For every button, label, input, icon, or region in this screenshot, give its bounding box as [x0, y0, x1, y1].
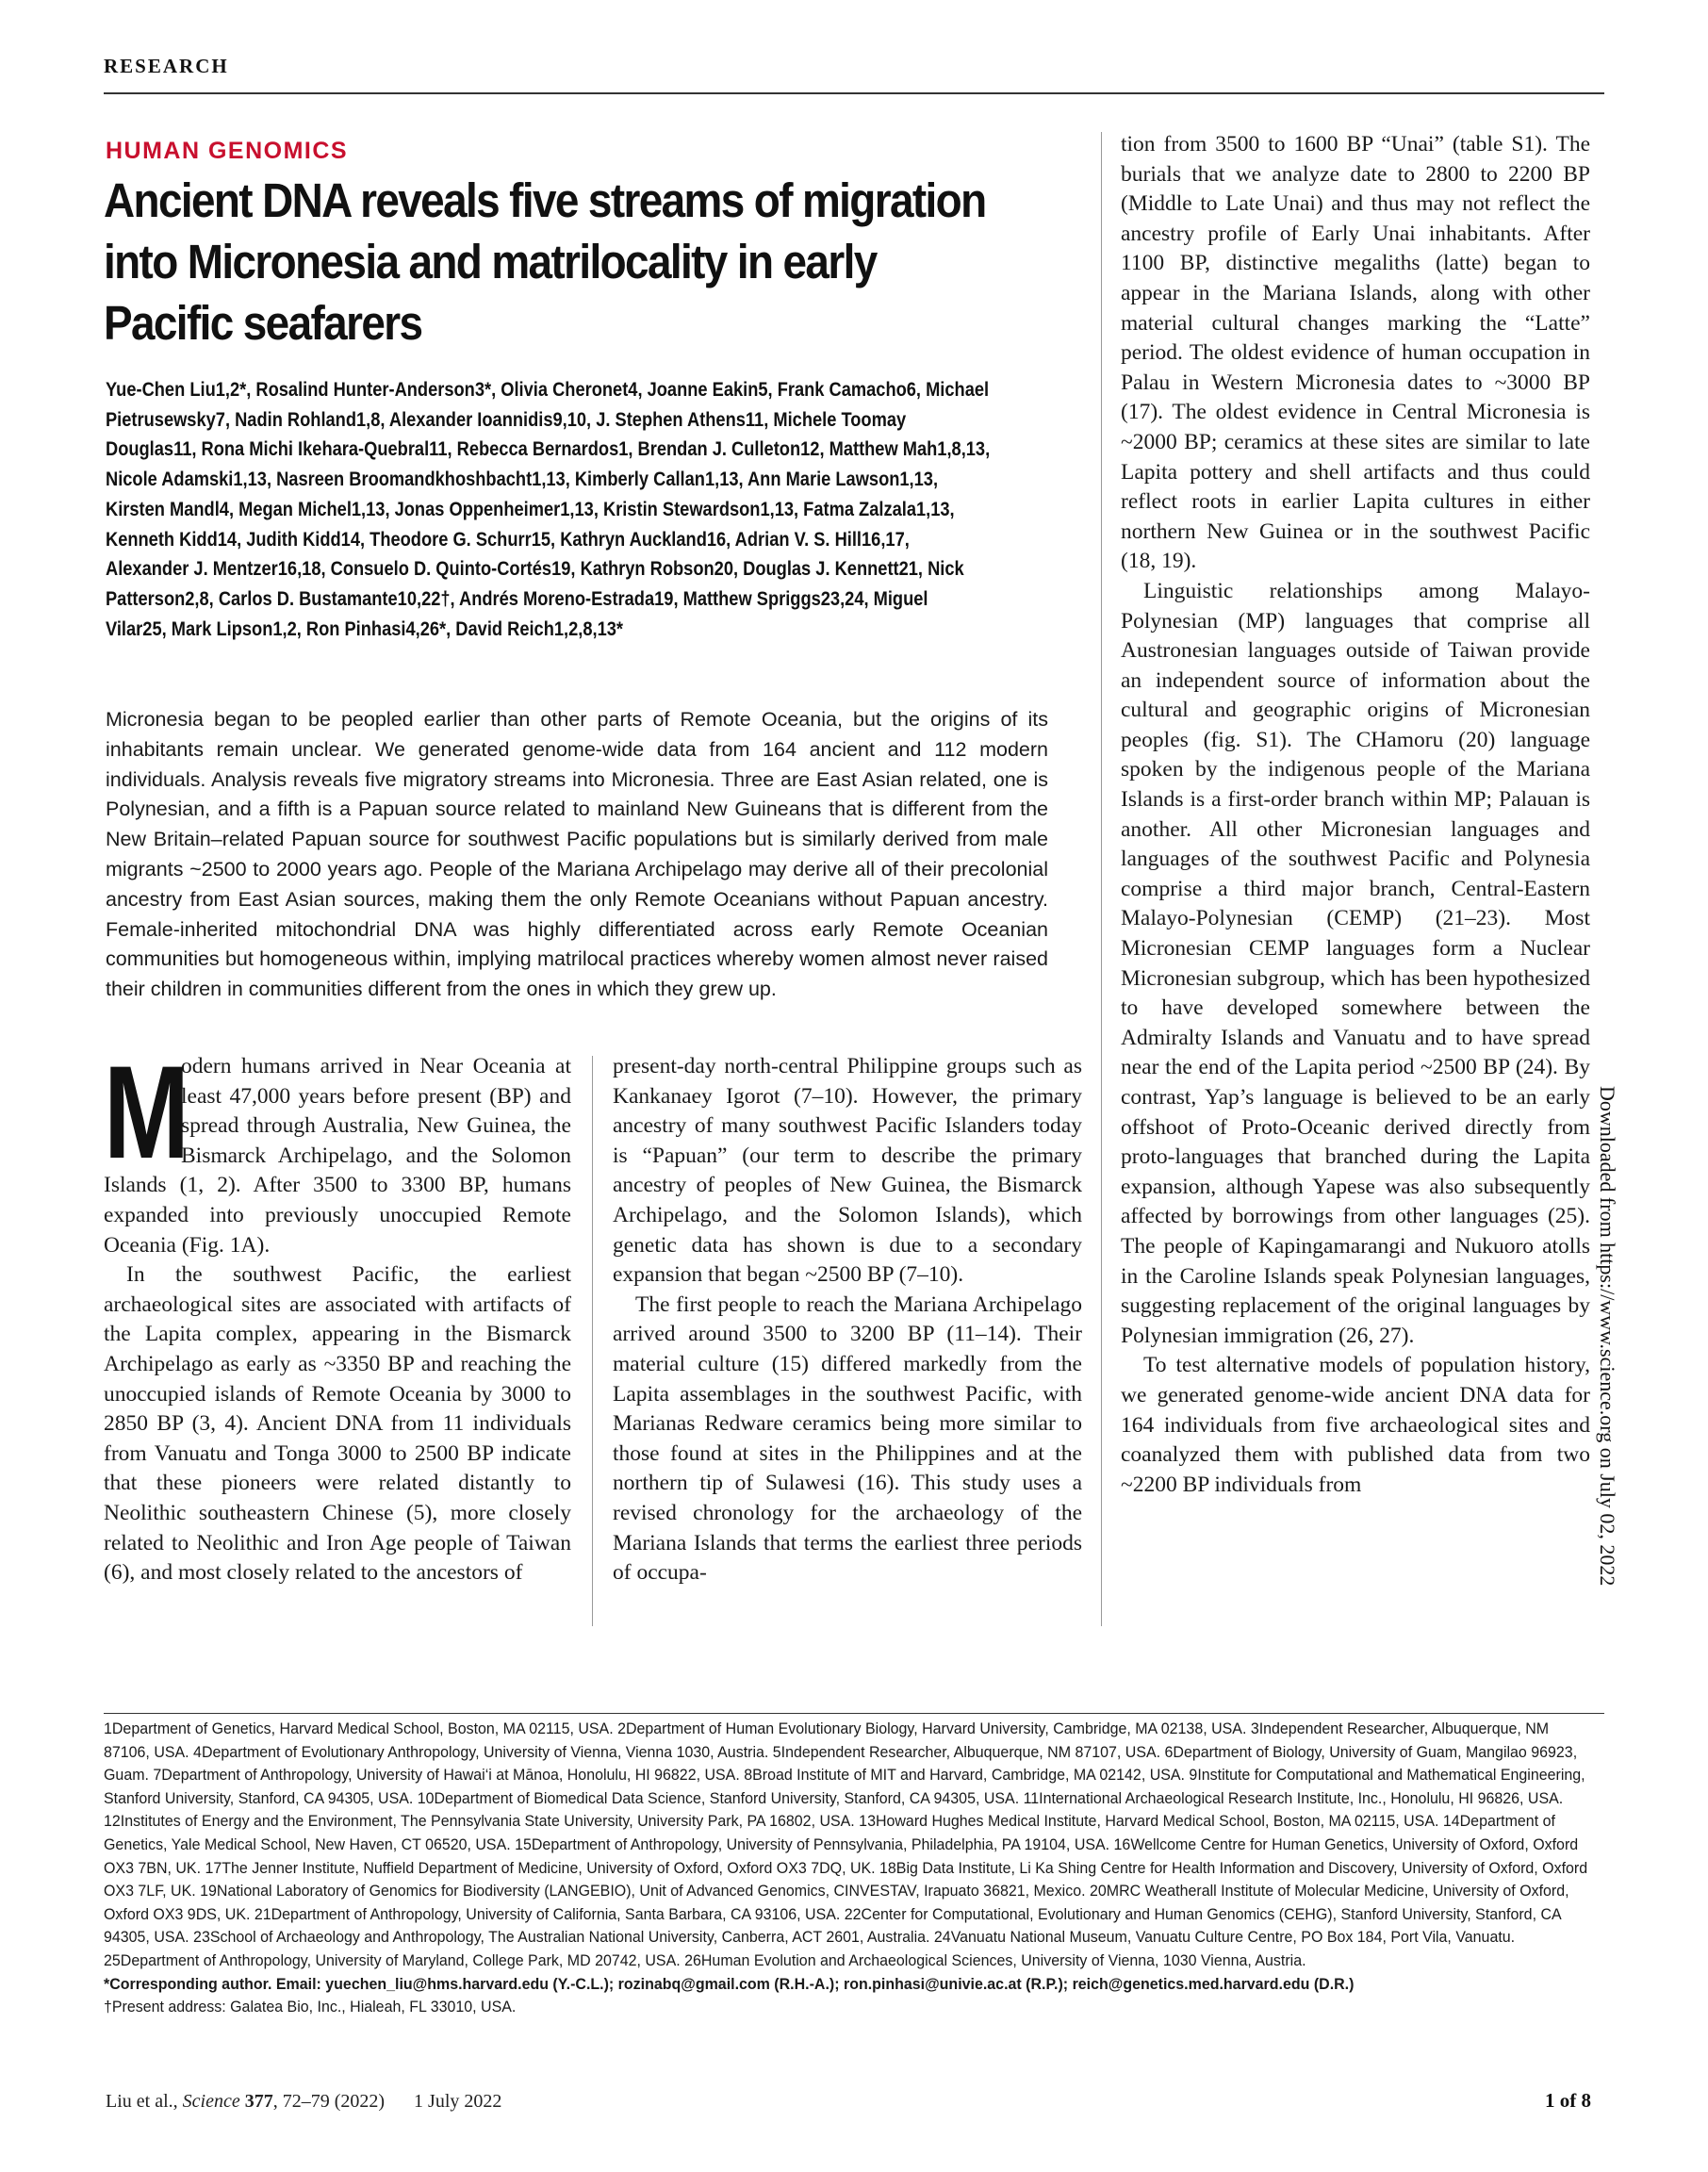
article-title: Ancient DNA reveals five streams of migration into Micronesia and matrilocality in early Pacific seafarers: [104, 173, 986, 350]
paragraph: present-day north-central Philippine groups such as Kankanaey Igorot (7–10). However, the primary ancestry of many southwest Pacific Islanders today is “Papuan” (our term to describe the primary ancestry of peoples of New Guinea, the Bismarck Archipelago, and the Solomon Islands), which genetic data has shown is due to a secondary expansion that began ~2500 BP (7–10).: [613, 1054, 1082, 1288]
column-divider: [592, 1056, 593, 1626]
paragraph: In the southwest Pacific, the earliest archaeological sites are associated with artifacts of the Lapita complex, appearing in the Bismarck Archipelago as early as ~3350 BP and reaching the unoccupied islands of Remote Oceania by 3000 to 2850 BP (3, 4). Ancient DNA from 11 individuals from Vanuatu and Tonga 3000 to 2500 BP indicate that these pioneers were related distantly to Neolithic southeastern Chinese (5), more closely related to Neolithic and Iron Age people of Taiwan (6), and most closely related to the ancestors of: [104, 1262, 571, 1586]
column-divider: [1101, 132, 1102, 1626]
page-number: 1 of 8: [1545, 2089, 1591, 2112]
paragraph: To test alternative models of population history, we generated genome-wide ancient DNA data for 164 individuals from five archaeological sites and coanalyzed them with published data from two ~2200 BP individuals from: [1121, 1353, 1590, 1497]
header-rule: [104, 92, 1604, 94]
body-column-2: [613, 1052, 1082, 1588]
footer-authors: Liu et al.,: [106, 2091, 178, 2112]
paragraph: The first people to reach the Mariana Archipelago arrived around 3500 to 3200 BP (11–14). Their material culture (15) differed markedly from the Lapita assemblages in the southwest Pacific, with Marianas Redware ceramics being more similar to those found at sites in the Philippines and at the northern tip of Sulawesi (16). This study uses a revised chronology for the archaeology of the Mariana Islands that terms the earliest three periods of occupa-: [613, 1292, 1082, 1586]
section-label: RESEARCH: [104, 55, 229, 77]
abstract: Micronesia began to be peopled earlier than other parts of Remote Oceania, but the origins of its inhabitants remain unclear. We generated genome-wide data from 164 ancient and 112 modern individuals. Analysis reveals five migratory streams into Micronesia. Three are East Asian related, one is Polynesian, and a fifth is a Papuan source related to mainland New Guineans that is different from the New Britain–related Papuan source for southwest Pacific populations but is similarly derived from male migrants ~2500 to 2000 years ago. People of the Mariana Archipelago may derive all of their precolonial ancestry from East Asian sources, making them the only Remote Oceanians without Papuan ancestry. Female-inherited mitochondrial DNA was highly differentiated across early Remote Oceanian communities but homogeneous within, implying matrilocal practices whereby women almost never raised their children in communities different from the ones in which they grew up.: [106, 708, 1048, 1001]
drop-cap: M: [104, 1038, 189, 1186]
affiliation-list: 1Department of Genetics, Harvard Medical School, Boston, MA 02115, USA. 2Department of Human Evolutionary Biology, Harvard University, Cambridge, MA 02138, USA. 3Independent Researcher, Albuquerque, NM 87106, USA. 4Department of Evolutionary Anthropology, University of Vienna, Vienna 1030, Austria. 5Independent Researcher, Albuquerque, NM 87107, USA. 6Department of Biology, University of Guam, Mangilao 96923, Guam. 7Department of Anthropology, University of Hawai‘i at Mānoa, Honolulu, HI 96822, USA. 8Broad Institute of MIT and Harvard, Cambridge, MA 02142, USA. 9Institute for Computational and Mathematical Engineering, Stanford University, Stanford, CA 94305, USA. 10Department of Biomedical Data Science, Stanford University, Stanford, CA 94305, USA. 11International Archaeological Research Institute, Inc., Honolulu, HI 96826, USA. 12Institutes of Energy and the Environment, The Pennsylvania State University, University Park, PA 16802, USA. 13Howard Hughes Medical Institute, Harvard Medical School, Boston, MA 02115, USA. 14Department of Genetics, Yale Medical School, New Haven, CT 06520, USA. 15Department of Anthropology, University of Pennsylvania, Philadelphia, PA 19104, USA. 16Wellcome Centre for Human Genetics, University of Oxford, Oxford OX3 7BN, UK. 17The Jenner Institute, Nuffield Department of Medicine, University of Oxford, Oxford OX3 7DQ, UK. 18Big Data Institute, Li Ka Shing Centre for Health Information and Discovery, University of Oxford, Oxford OX3 7LF, UK. 19National Laboratory of Genomics for Biodiversity (LANGEBIO), Unit of Advanced Genomics, CINVESTAV, Irapuato 36821, Mexico. 20MRC Weatherall Institute of Molecular Medicine, University of Oxford, Oxford OX3 9DS, UK. 21Department of Anthropology, University of California, Santa Barbara, CA 93106, USA. 22Center for Computational, Evolutionary and Human Genomics (CEHG), Stanford University, Stanford, CA 94305, USA. 23School of Archaeology and Anthropology, The Australian National University, Canberra, ACT 2601, Australia. 24Vanuatu National Museum, Vanuatu Culture Centre, PO Box 184, Port Vila, Vanuatu. 25Department of Anthropology, University of Maryland, College Park, MD 20742, USA. 26Human Evolution and Archaeological Sciences, University of Vienna, 1030 Vienna, Austria.: [104, 1720, 1588, 1969]
body-column-3: [1121, 130, 1590, 1500]
footer-date: 1 July 2022: [414, 2091, 502, 2112]
article-category: HUMAN GENOMICS: [106, 138, 349, 164]
citation-footer: [106, 2091, 501, 2113]
paragraph: tion from 3500 to 1600 BP “Unai” (table S1). The burials that we analyze date to 2800 to 2200 BP (Middle to Late Unai) and thus may not reflect the ancestry profile of Early Unai inhabitants. After 1100 BP, distinctive megaliths (latte) began to appear in the Mariana Islands, along with other material cultural changes marking the “Latte” period. The oldest evidence of human occupation in Palau in Western Micronesia dates to ~3000 BP (17). The oldest evidence in Central Micronesia is ~2000 BP; ceramics at these sites are similar to late Lapita pottery and shell artifacts and thus could reflect roots in earlier Lapita cultures in either northern New Guinea or in the southwest Pacific (18, 19).: [1121, 132, 1590, 574]
body-column-1: [104, 1038, 571, 1588]
footer-volume: 377: [244, 2091, 273, 2112]
footer-journal: Science: [182, 2091, 240, 2112]
footnote-rule: [104, 1713, 1604, 1714]
present-address: †Present address: Galatea Bio, Inc., Hialeah, FL 33010, USA.: [104, 1998, 517, 2016]
affiliations: [104, 1718, 1592, 2019]
footer-pages: , 72–79 (2022): [272, 2091, 386, 2112]
corresponding-author: *Corresponding author. Email: yuechen_liu@hms.harvard.edu (Y.-C.L.); rozinabq@gmail.com (R.H.-A.); ron.pinhasi@univie.ac.at (R.P.); reich@genetics.med.harvard.edu (D.R.): [104, 1974, 1355, 1993]
author-list: Yue-Chen Liu1,2*, Rosalind Hunter-Anderson3*, Olivia Cheronet4, Joanne Eakin5, Frank Camacho6, Michael Pietrusewsky7, Nadin Rohland1,8, Alexander Ioannidis9,10, J. Stephen Athens11, Michele Toomay Douglas11, Rona Michi Ikehara-Quebral11, Rebecca Bernardos1, Brendan J. Culleton12, Matthew Mah1,8,13, Nicole Adamski1,13, Nasreen Broomandkhoshbacht1,13, Kimberly Callan1,13, Ann Marie Lawson1,13, Kirsten Mandl4, Megan Michel1,13, Jonas Oppenheimer1,13, Kristin Stewardson1,13, Fatma Zalzala1,13, Kenneth Kidd14, Judith Kidd14, Theodore G. Schurr15, Kathryn Auckland16, Adrian V. S. Hill16,17, Alexander J. Mentzer16,18, Consuelo D. Quinto-Cortés19, Kathryn Robson20, Douglas J. Kennett21, Nick Patterson2,8, Carlos D. Bustamante10,22†, Andrés Moreno-Estrada19, Matthew Spriggs23,24, Miguel Vilar25, Mark Lipson1,2, Ron Pinhasi4,26*, David Reich1,2,8,13*: [106, 379, 991, 640]
paragraph: odern humans arrived in Near Oceania at least 47,000 years before present (BP) and spread through Australia, New Guinea, the Bismarck Archipelago, and the Solomon Islands (1, 2). After 3500 to 3300 BP, humans expanded into previously unoccupied Remote Oceania (Fig. 1A).: [104, 1054, 571, 1258]
download-note: Downloaded from https://www.science.org on July 02, 2022: [1596, 1086, 1619, 1587]
paragraph: Linguistic relationships among Malayo-Polynesian (MP) languages that comprise all Austronesian languages outside of Taiwan provide an independent source of information about the cultural and geographic origins of Micronesian peoples (fig. S1). The CHamoru (20) language spoken by the indigenous people of the Mariana Islands is a first-order branch within MP; Palauan is another. All other Micronesian languages and languages of the southwest Pacific and Polynesia comprise a third major branch, Central-Eastern Malayo-Polynesian (CEMP) (21–23). Most Micronesian CEMP languages form a Nuclear Micronesian subgroup, which has been hypothesized to have developed somewhere between the Admiralty Islands and Vanuatu and to have spread near the end of the Lapita period ~2500 BP (24). By contrast, Yap’s language is believed to be an early offshoot of Proto-Oceanic derived directly from proto-languages that branched during the Lapita expansion, although Yapese was also subsequently affected by borrowings from other languages (25). The people of Kapingamarangi and Nukuoro atolls in the Caroline Islands speak Polynesian languages, suggesting replacement of the original languages by Polynesian immigration (26, 27).: [1121, 578, 1590, 1348]
